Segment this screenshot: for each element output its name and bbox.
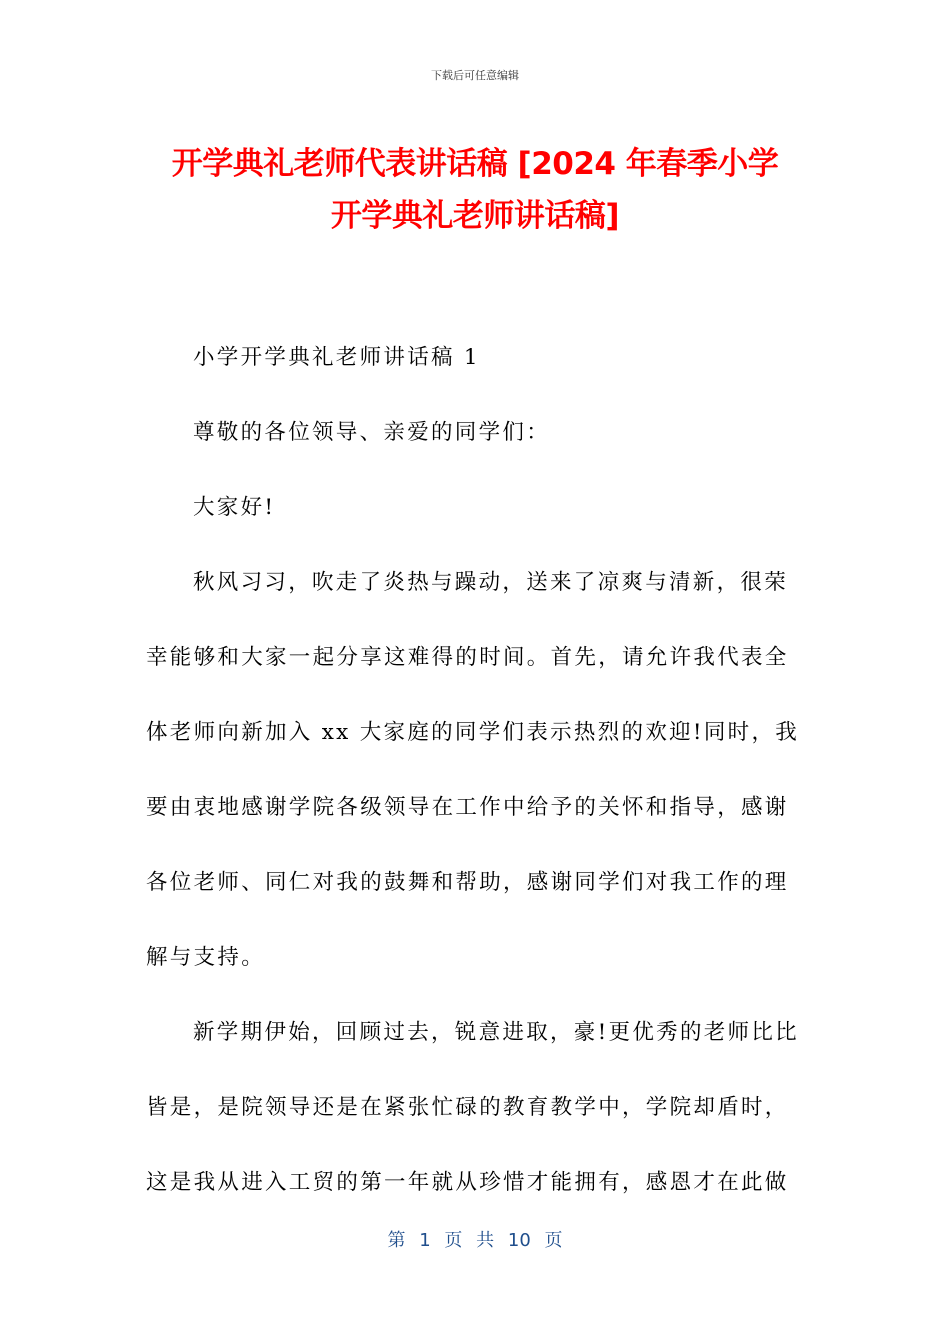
paragraph-salutation [146, 395, 806, 470]
text-line: 这是我从进入工贸的第一年就从珍惜才能拥有，感恩才在此做 [146, 1170, 789, 1195]
page-footer [0, 1226, 950, 1252]
document-title [100, 138, 850, 242]
text-line: 秋风习习，吹走了炎热与躁动，送来了凉爽与清新，很荣 [193, 570, 789, 595]
document-body [146, 320, 806, 1220]
paragraph-greeting [146, 470, 806, 545]
footer-prefix: 第 [387, 1230, 406, 1251]
paragraph-heading [146, 320, 806, 395]
footer-mid: 页 共 [444, 1230, 495, 1251]
text-line: 各位老师、同仁对我的鼓舞和帮助，感谢同学们对我工作的理 [146, 870, 789, 895]
text-line: 解与支持。 [146, 945, 266, 970]
text-line: 小学开学典礼老师讲话稿 1 [193, 345, 480, 370]
text-line: 大家好! [193, 495, 276, 520]
footer-suffix: 页 [544, 1230, 563, 1251]
text-line: 要由衷地感谢学院各级领导在工作中给予的关怀和指导，感谢 [146, 795, 789, 820]
paragraph-body-2 [146, 995, 806, 1220]
text-line: 皆是，是院领导还是在紧张忙碌的教育教学中，学院却盾时， [146, 1095, 789, 1120]
text-line: 体老师向新加入 xx 大家庭的同学们表示热烈的欢迎!同时，我 [146, 720, 800, 745]
footer-page-number: 1 [419, 1230, 431, 1251]
title-line-1: 开学典礼老师代表讲话稿 [2024 年春季小学 [171, 146, 779, 182]
title-line-2: 开学典礼老师讲话稿] [330, 198, 620, 234]
header-note: 下载后可任意编辑 [431, 69, 519, 82]
text-line: 新学期伊始，回顾过去，锐意进取，豪!更优秀的老师比比 [193, 1020, 799, 1045]
paragraph-body-1 [146, 545, 806, 995]
text-line: 尊敬的各位领导、亲爱的同学们： [193, 420, 551, 445]
text-line: 幸能够和大家一起分享这难得的时间。首先，请允许我代表全 [146, 645, 789, 670]
footer-total-pages: 10 [507, 1230, 531, 1251]
